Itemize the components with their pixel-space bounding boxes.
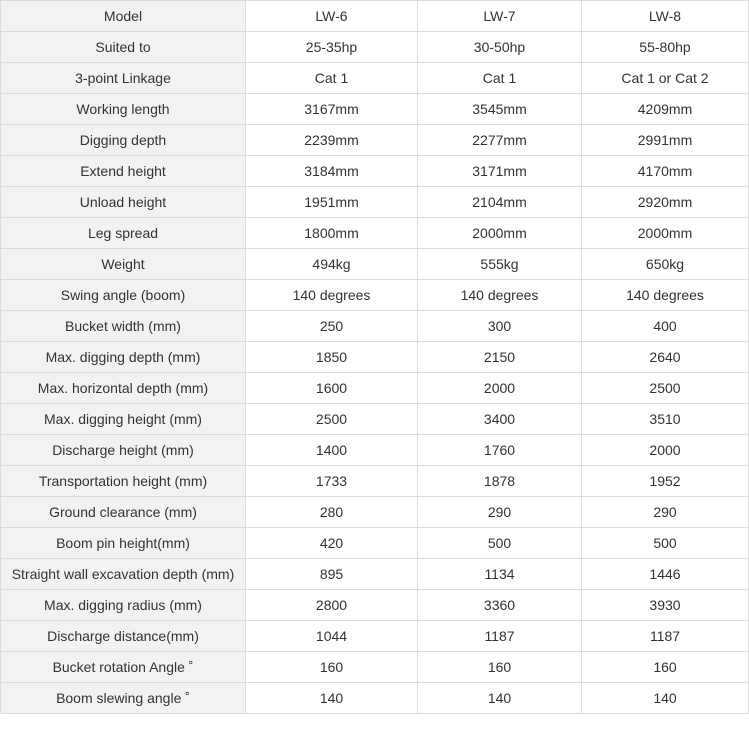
row-value-cell: 300	[418, 311, 582, 342]
row-value-cell: 3360	[418, 590, 582, 621]
row-value-cell: 1878	[418, 466, 582, 497]
row-value-cell: 2500	[246, 404, 418, 435]
row-value-cell: 290	[418, 497, 582, 528]
table-row	[1, 156, 749, 187]
table-row	[1, 466, 749, 497]
row-value-cell: 1446	[582, 559, 749, 590]
row-label-cell: Straight wall excavation depth (mm)	[1, 559, 246, 590]
row-value-cell: 500	[418, 528, 582, 559]
row-value-cell: 140 degrees	[582, 280, 749, 311]
row-value-cell: 1733	[246, 466, 418, 497]
row-value-cell: 3171mm	[418, 156, 582, 187]
row-value-cell: 3510	[582, 404, 749, 435]
row-value-cell: 2800	[246, 590, 418, 621]
table-row	[1, 683, 749, 714]
row-label-cell: Extend height	[1, 156, 246, 187]
table-row	[1, 373, 749, 404]
row-value-cell: 3184mm	[246, 156, 418, 187]
row-value-cell: 1952	[582, 466, 749, 497]
table-row	[1, 621, 749, 652]
row-value-cell: 160	[246, 652, 418, 683]
row-value-cell: 1951mm	[246, 187, 418, 218]
row-label-cell: Discharge distance(mm)	[1, 621, 246, 652]
row-value-cell: 55-80hp	[582, 32, 749, 63]
row-label-cell: Digging depth	[1, 125, 246, 156]
row-label-cell: Ground clearance (mm)	[1, 497, 246, 528]
row-label-cell: Boom slewing angle ˚	[1, 683, 246, 714]
row-label-cell: Leg spread	[1, 218, 246, 249]
row-value-cell: 3400	[418, 404, 582, 435]
row-value-cell: 140 degrees	[418, 280, 582, 311]
row-value-cell: 2239mm	[246, 125, 418, 156]
row-value-cell: 2920mm	[582, 187, 749, 218]
table-row	[1, 404, 749, 435]
table-row	[1, 63, 749, 94]
row-value-cell: 2000mm	[418, 218, 582, 249]
row-label-cell: Max. horizontal depth (mm)	[1, 373, 246, 404]
row-value-cell: 4209mm	[582, 94, 749, 125]
header-label-cell: Model	[1, 1, 246, 32]
row-value-cell: 3930	[582, 590, 749, 621]
row-value-cell: 290	[582, 497, 749, 528]
row-label-cell: Suited to	[1, 32, 246, 63]
row-label-cell: Unload height	[1, 187, 246, 218]
table-row	[1, 559, 749, 590]
table-row	[1, 280, 749, 311]
row-value-cell: 2640	[582, 342, 749, 373]
row-value-cell: 2277mm	[418, 125, 582, 156]
row-value-cell: 2000mm	[582, 218, 749, 249]
table-row	[1, 497, 749, 528]
row-value-cell: 140	[418, 683, 582, 714]
table-row	[1, 652, 749, 683]
row-value-cell: 2000	[582, 435, 749, 466]
row-value-cell: 2991mm	[582, 125, 749, 156]
table-row	[1, 125, 749, 156]
row-value-cell: 650kg	[582, 249, 749, 280]
row-value-cell: Cat 1	[246, 63, 418, 94]
row-value-cell: 1760	[418, 435, 582, 466]
model-header-cell: LW-7	[418, 1, 582, 32]
row-label-cell: Bucket rotation Angle ˚	[1, 652, 246, 683]
row-label-cell: Transportation height (mm)	[1, 466, 246, 497]
row-value-cell: 140	[582, 683, 749, 714]
table-row	[1, 218, 749, 249]
header-row	[1, 1, 749, 32]
row-value-cell: 140	[246, 683, 418, 714]
row-label-cell: Bucket width (mm)	[1, 311, 246, 342]
table-row	[1, 32, 749, 63]
row-value-cell: 30-50hp	[418, 32, 582, 63]
row-label-cell: Max. digging radius (mm)	[1, 590, 246, 621]
row-label-cell: Working length	[1, 94, 246, 125]
table-row	[1, 342, 749, 373]
table-row	[1, 435, 749, 466]
row-label-cell: Max. digging height (mm)	[1, 404, 246, 435]
row-value-cell: 1044	[246, 621, 418, 652]
table-row	[1, 528, 749, 559]
row-value-cell: 3167mm	[246, 94, 418, 125]
row-value-cell: 160	[582, 652, 749, 683]
row-value-cell: 2104mm	[418, 187, 582, 218]
row-value-cell: 250	[246, 311, 418, 342]
row-value-cell: 895	[246, 559, 418, 590]
row-value-cell: 140 degrees	[246, 280, 418, 311]
table-row	[1, 94, 749, 125]
row-value-cell: 1187	[582, 621, 749, 652]
table-row	[1, 311, 749, 342]
table-row	[1, 590, 749, 621]
row-value-cell: 1400	[246, 435, 418, 466]
row-value-cell: 3545mm	[418, 94, 582, 125]
row-value-cell: 400	[582, 311, 749, 342]
row-value-cell: 555kg	[418, 249, 582, 280]
row-label-cell: Weight	[1, 249, 246, 280]
row-value-cell: 160	[418, 652, 582, 683]
row-value-cell: Cat 1	[418, 63, 582, 94]
row-value-cell: 1800mm	[246, 218, 418, 249]
row-value-cell: 1600	[246, 373, 418, 404]
row-label-cell: Swing angle (boom)	[1, 280, 246, 311]
row-value-cell: 25-35hp	[246, 32, 418, 63]
row-value-cell: 4170mm	[582, 156, 749, 187]
row-value-cell: Cat 1 or Cat 2	[582, 63, 749, 94]
row-value-cell: 500	[582, 528, 749, 559]
row-label-cell: Discharge height (mm)	[1, 435, 246, 466]
row-value-cell: 420	[246, 528, 418, 559]
row-value-cell: 1187	[418, 621, 582, 652]
row-value-cell: 2500	[582, 373, 749, 404]
row-value-cell: 2000	[418, 373, 582, 404]
row-value-cell: 280	[246, 497, 418, 528]
row-value-cell: 1850	[246, 342, 418, 373]
row-label-cell: Boom pin height(mm)	[1, 528, 246, 559]
table-row	[1, 249, 749, 280]
model-header-cell: LW-8	[582, 1, 749, 32]
row-value-cell: 2150	[418, 342, 582, 373]
row-value-cell: 1134	[418, 559, 582, 590]
model-header-cell: LW-6	[246, 1, 418, 32]
row-value-cell: 494kg	[246, 249, 418, 280]
row-label-cell: Max. digging depth (mm)	[1, 342, 246, 373]
row-label-cell: 3-point Linkage	[1, 63, 246, 94]
table-row	[1, 187, 749, 218]
